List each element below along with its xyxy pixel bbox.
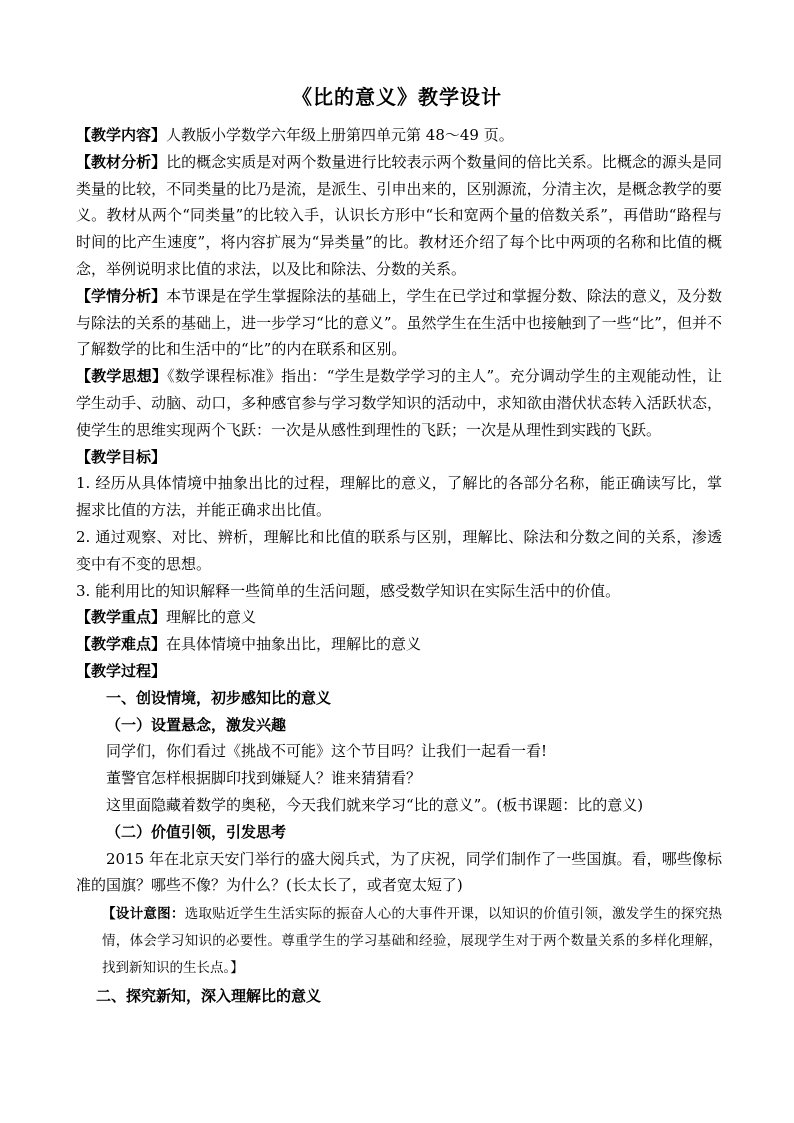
material-analysis-text: 比的概念实质是对两个数量进行比较表示两个数量间的倍比关系。比概念的源头是同类量的比较，不同类量的比乃是流，是派生、引申出来的，区别源流，分清主次，是概念教学的要义。教材从两个“同类量”的比较入手，认识长方形中“长和宽两个量的倍数关系”，再借助“路程与时间的比产生速度”，将内容扩展为“异类量”的比。教材还介绍了每个比中两项的名称和比值的概念，举例说明求比值的求法，以及比和除法、分数的关系。: [76, 152, 722, 278]
document-title: 《比的意义》教学设计: [292, 85, 502, 109]
section-heading-2: 二、探究新知，深入理解比的意义: [96, 987, 322, 1006]
teaching-goals-label: 【教学目标】: [76, 447, 167, 466]
difficulty-paragraph: [76, 631, 722, 658]
difficulty-text: 在具体情境中抽象出比，理解比的意义: [166, 635, 422, 654]
learner-analysis-label: 【学情分析】: [76, 286, 167, 305]
teaching-content-label: 【教学内容】: [76, 126, 167, 144]
design-intent-text: 选取贴近学生生活实际的振奋人心的大事件开课，以知识的价值引领，激发学生的探究热情，体会学习知识的必要性。尊重学生的学习基础和经验，展现学生对于两个数量关系的多样化理解，找到新知识的生长点。】: [102, 906, 723, 977]
learner-analysis-text: 本节课是在学生掌握除法的基础上，学生在已学过和掌握分数、除法的意义，及分数与除法的关系的基础上，进一步学习“比的意义”。虽然学生在生活中也接触到了一些“比”，但并不了解数学的比和生活中的“比”的内在联系和区别。: [76, 286, 722, 359]
teaching-content-text: 人教版小学数学六年级上册第四单元第 48～49 页。: [166, 126, 514, 144]
goal-item: 1. 经历从具体情境中抽象出比的过程，理解比的意义，了解比的各部分名称，能正确读写比，掌握求比值的方法，并能正确求出比值。: [76, 474, 722, 520]
learner-analysis-paragraph: [76, 283, 722, 363]
subsection-heading-2: （二）价值引领，引发思考: [106, 822, 287, 841]
process-line: 董警官怎样根据脚印找到嫌疑人？谁来猜猜看？: [106, 769, 422, 788]
process-line: 这里面隐藏着数学的奥秘，今天我们就来学习“比的意义”。(板书课题：比的意义): [106, 795, 644, 814]
document-body: [76, 122, 722, 1010]
teaching-thought-paragraph: [76, 363, 722, 443]
key-point-paragraph: [76, 604, 722, 631]
teaching-process-label: 【教学过程】: [76, 661, 167, 680]
design-intent-note: [76, 901, 722, 982]
key-point-label: 【教学重点】: [76, 608, 167, 627]
material-analysis-paragraph: [76, 149, 722, 283]
process-paragraph: 2015 年在北京天安门举行的盛大阅兵式，为了庆祝，同学们制作了一些国旗。看，哪些像标准的国旗？哪些不像？为什么？(长太长了，或者宽太短了): [76, 849, 722, 895]
teaching-content-paragraph: [76, 122, 722, 149]
design-intent-label: 【设计意图：: [102, 906, 185, 923]
difficulty-label: 【教学难点】: [76, 635, 167, 654]
subsection-heading-1: （一）设置悬念，激发兴趣: [106, 715, 287, 734]
process-line: 同学们，你们看过《挑战不可能》这个节目吗？让我们一起看一看!: [106, 742, 548, 761]
goal-item: 3. 能利用比的知识解释一些简单的生活问题，感受数学知识在实际生活中的价值。: [76, 581, 621, 600]
material-analysis-label: 【教材分析】: [76, 152, 167, 171]
goal-item: 2. 通过观察、对比、辨析，理解比和比值的联系与区别，理解比、除法和分数之间的关系，渗透变中有不变的思想。: [76, 527, 722, 573]
section-heading-1: 一、创设情境，初步感知比的意义: [106, 688, 332, 707]
teaching-thought-text: 《数学课程标准》指出：“学生是数学学习的主人”。充分调动学生的主观能动性，让学生动手、动脑、动口，多种感官参与学习数学知识的活动中，求知欲由潜伏状态转入活跃状态，使学生的思维实现两个飞跃：一次是从感性到理性的飞跃；一次是从理性到实践的飞跃。: [76, 367, 722, 439]
key-point-text: 理解比的意义: [166, 608, 257, 627]
teaching-thought-label: 【教学思想】: [76, 367, 168, 386]
